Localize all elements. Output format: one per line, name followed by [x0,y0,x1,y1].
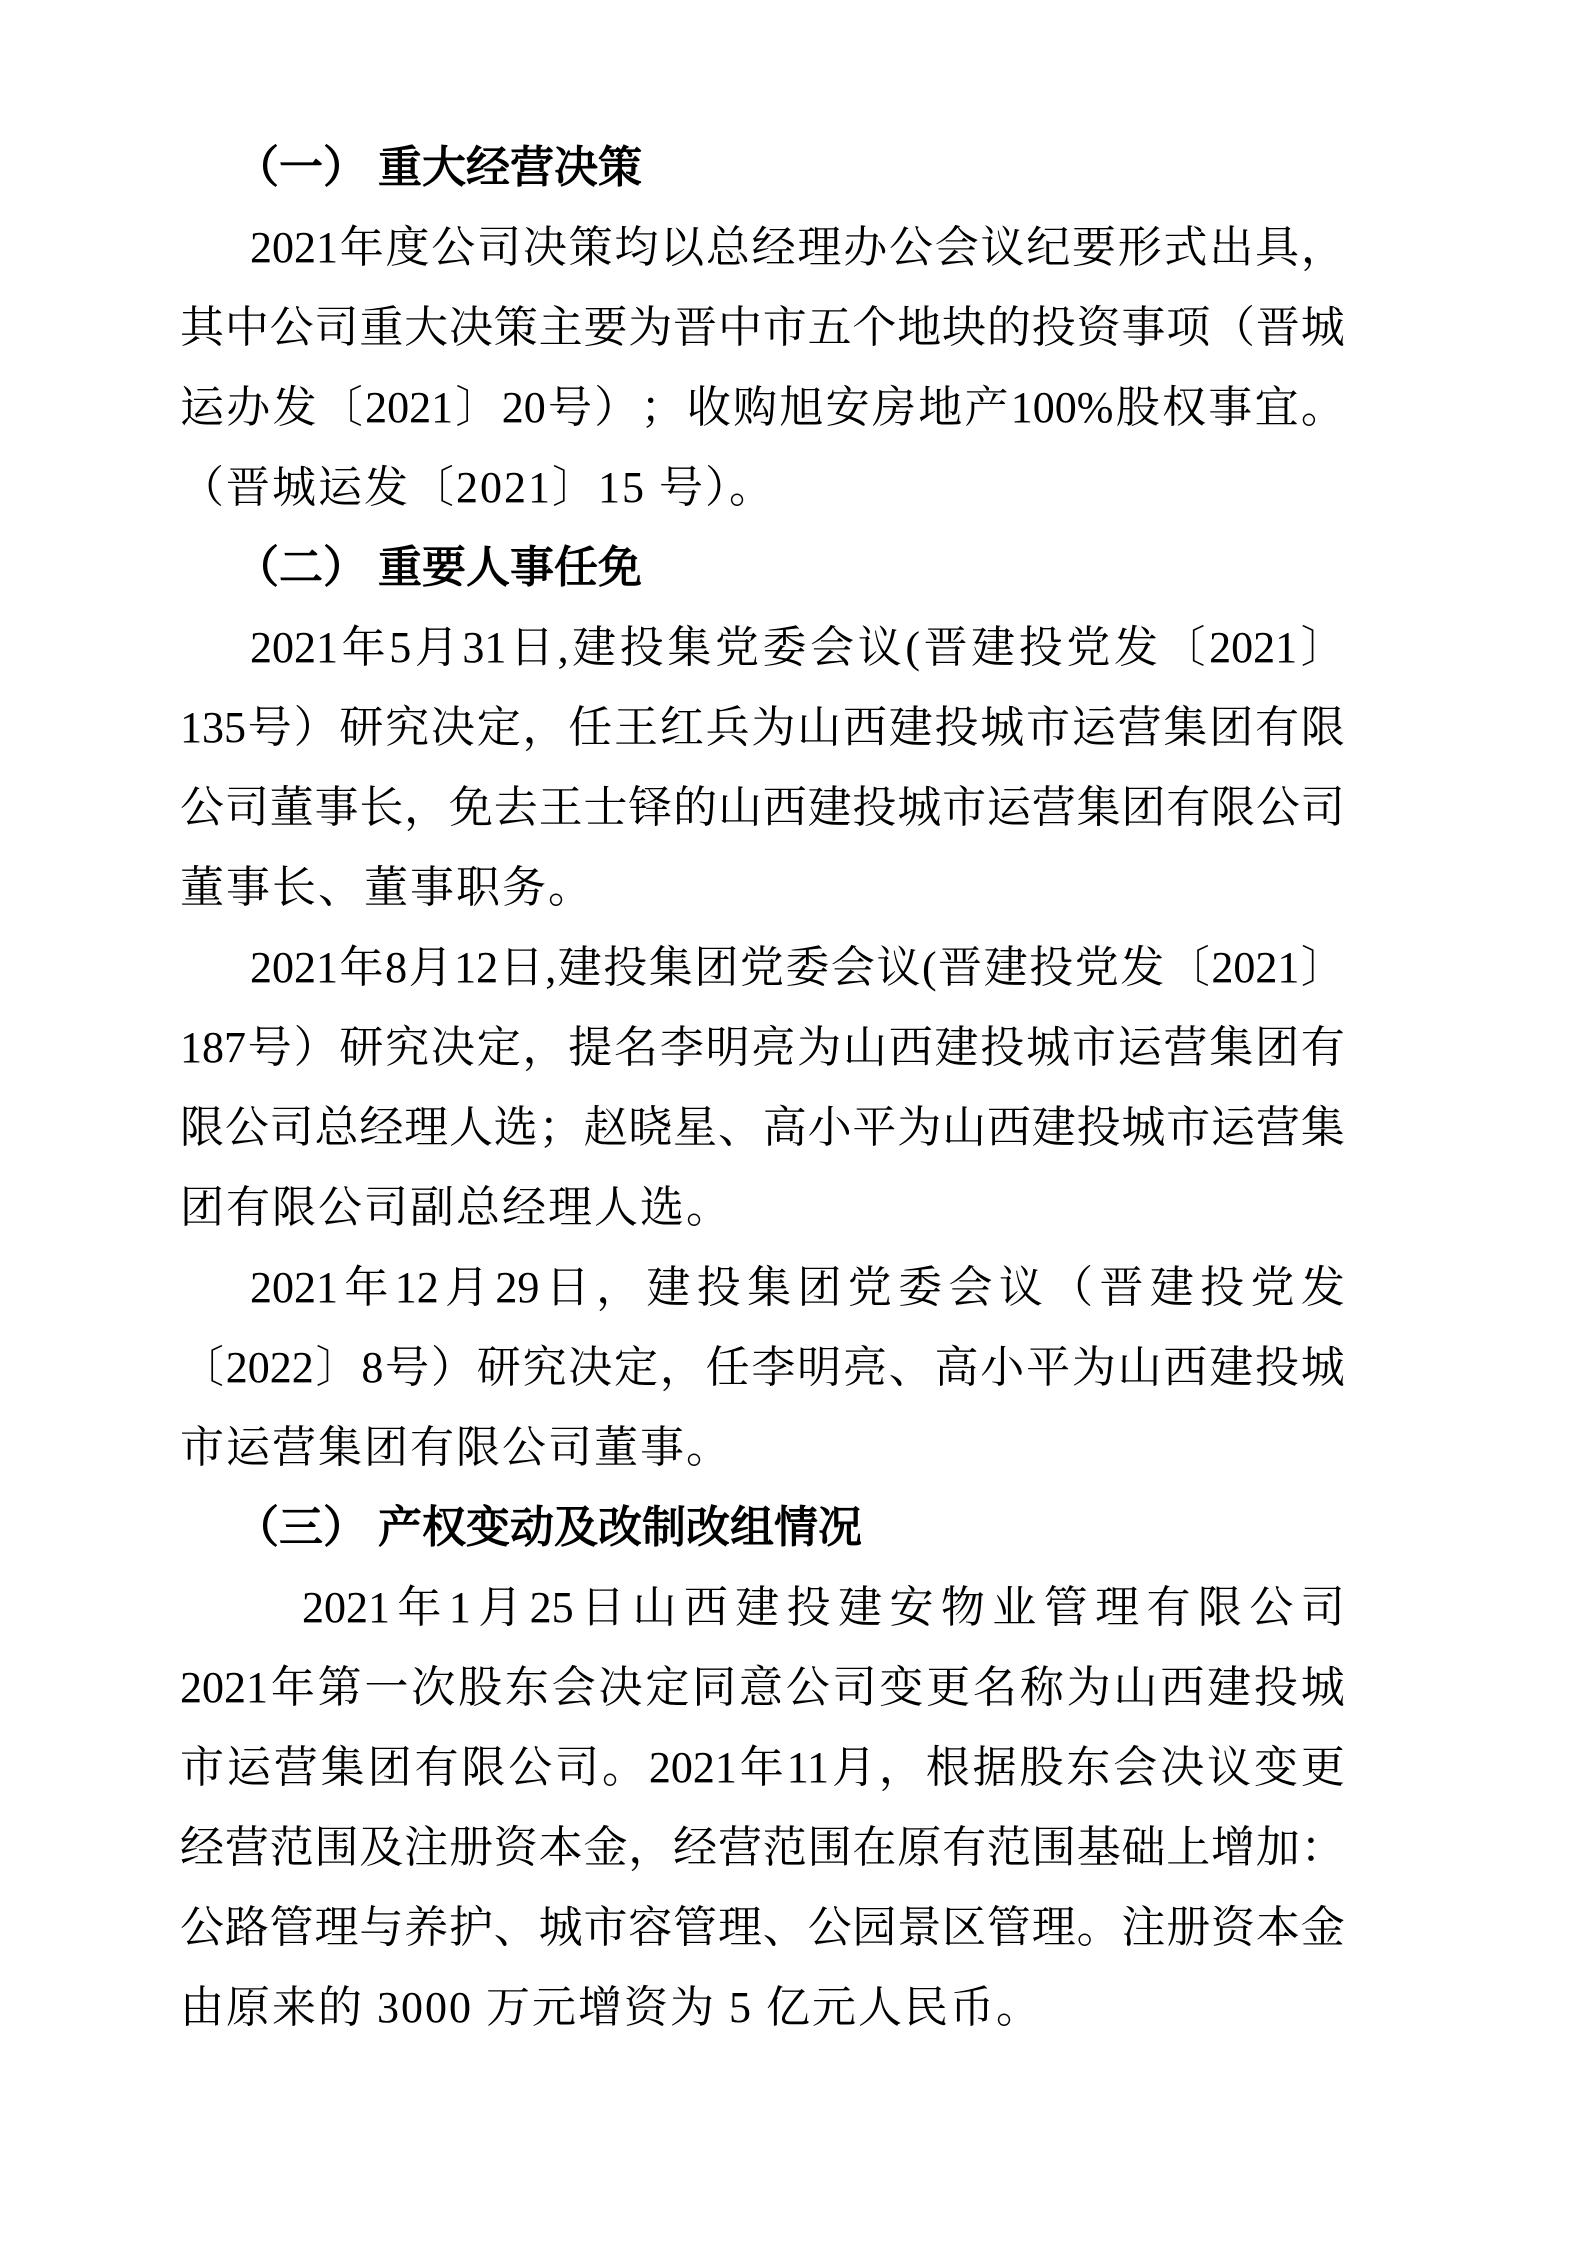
paragraph-line: （晋城运发〔2021〕15 号）。 [180,463,775,512]
paragraph-line: 2021 年 度 公 司 决 策 均 以 总 经 理 办 公 会 议 纪 要 形 式 出 具 ， [250,223,1345,272]
paragraph-line: 市运营集团有限公司董事。 [180,1423,732,1472]
paragraph-line: 董事长、董事职务。 [180,863,594,912]
paragraph-line: 经 营 范 围 及 注 册 资 本 金 ， 经 营 范 围 在 原 有 范 围 基 础 上 增 加 ： [180,1823,1345,1872]
paragraph-line: 2021 年 8 月 12 日 , 建 投 集 团 党 委 会 议 ( 晋 建 投 党 发 〔 2021 〕 [250,943,1345,992]
paragraph-line: 由原来的 3000 万元增资为 5 亿元人民币。 [180,1983,1042,2032]
document-content [180,128,1345,2048]
paragraph-line: 运 办 发 〔 2021 〕 20 号 ） ； 收 购 旭 安 房 地 产 100% 股 权 事 宜 。 [180,383,1345,432]
section-heading: （一） 重大经营决策 [235,143,642,192]
paragraph-line: 2021 年 1 月 25 日 山 西 建 投 建 安 物 业 管 理 有 限 公 司 [302,1583,1345,1632]
paragraph-line: 公 路 管 理 与 养 护 、 城 市 容 管 理 、 公 园 景 区 管 理 。 注 册 资 本 金 [180,1903,1345,1952]
paragraph-line: 限 公 司 总 经 理 人 选 ； 赵 晓 星 、 高 小 平 为 山 西 建 投 城 市 运 营 集 [180,1103,1345,1152]
paragraph-line: 市 运 营 集 团 有 限 公 司 。 2021 年 11 月 ， 根 据 股 东 会 决 议 变 更 [180,1743,1345,1792]
section-heading: （二） 重要人事任免 [235,543,642,592]
paragraph-line: 2021 年 第 一 次 股 东 会 决 定 同 意 公 司 变 更 名 称 为 山 西 建 投 城 [180,1663,1345,1712]
paragraph-line: 〔 2022 〕 8 号 ） 研 究 决 定 ， 任 李 明 亮 、 高 小 平 为 山 西 建 投 城 [180,1343,1345,1392]
paragraph-line: 团有限公司副总经理人选。 [180,1183,732,1232]
paragraph-line: 187 号 ） 研 究 决 定 ， 提 名 李 明 亮 为 山 西 建 投 城 市 运 营 集 团 有 [180,1023,1345,1072]
section-heading: （三） 产权变动及改制改组情况 [235,1503,862,1552]
paragraph-line: 2021 年 5 月 31 日 , 建 投 集 党 委 会 议 ( 晋 建 投 党 发 〔 2021 〕 [250,623,1345,672]
paragraph-line: 135 号 ） 研 究 决 定 ， 任 王 红 兵 为 山 西 建 投 城 市 运 营 集 团 有 限 [180,703,1345,752]
paragraph-line: 其 中 公 司 重 大 决 策 主 要 为 晋 中 市 五 个 地 块 的 投 资 事 项 （ 晋 城 [180,303,1345,352]
paragraph-line: 公 司 董 事 长 ， 免 去 王 士 铎 的 山 西 建 投 城 市 运 营 集 团 有 限 公 司 [180,783,1345,832]
paragraph-line: 2021 年 12 月 29 日 ， 建 投 集 团 党 委 会 议 （ 晋 建 投 党 发 [250,1263,1345,1312]
